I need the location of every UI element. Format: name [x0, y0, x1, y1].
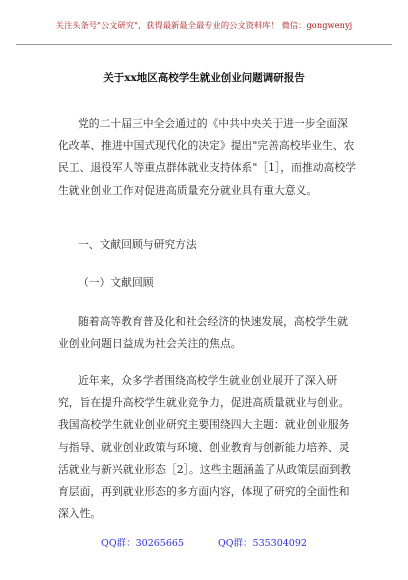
header-divider [16, 44, 392, 45]
section-heading: 一、文献回顾与研究方法 [78, 238, 197, 251]
header-banner: 关注头条号"公文研究"，获得最新最全最专业的公文资料库！ 微信：gongwenyj [55, 20, 353, 30]
subsection-heading: （一）文献回顾 [78, 276, 154, 289]
document-title: 关于xx地区高校学生就业创业问题调研报告 [103, 72, 305, 84]
body-paragraph: 随着高等教育普及化和社会经济的快速发展，高校学生就业创业问题日益成为社会关注的焦点。 [58, 315, 348, 351]
intro-paragraph: 党的二十届三中全会通过的《中共中央关于进一步全面深化改革、推进中国式现代化的决定》提出"完善高校毕业生、农民工、退役军人等重点群体就业支持体系"［1］，而推动高校学生就业创业工作对促进高质量充分就业具有重大意义。 [58, 117, 356, 197]
footer-qq-group-1: QQ群：30265665 [101, 538, 184, 549]
body-paragraph: 近年来，众多学者围绕高校学生就业创业展开了深入研究，旨在提升高校学生就业竞争力，促进高质量就业与创业。我国高校学生就业创业研究主要围绕四大主题：就业创业服务与指导、就业创业政策与环境、创业教育与创新能力培养、灵活就业与新兴就业形态［2］。这些主题涵盖了从政策层面到教育层面，再到就业形态的多方面内容，体现了研究的全面性和深入性。 [58, 374, 351, 521]
footer-contacts [0, 535, 408, 549]
footer-qq-group-2: QQ群：535304092 [217, 538, 307, 549]
